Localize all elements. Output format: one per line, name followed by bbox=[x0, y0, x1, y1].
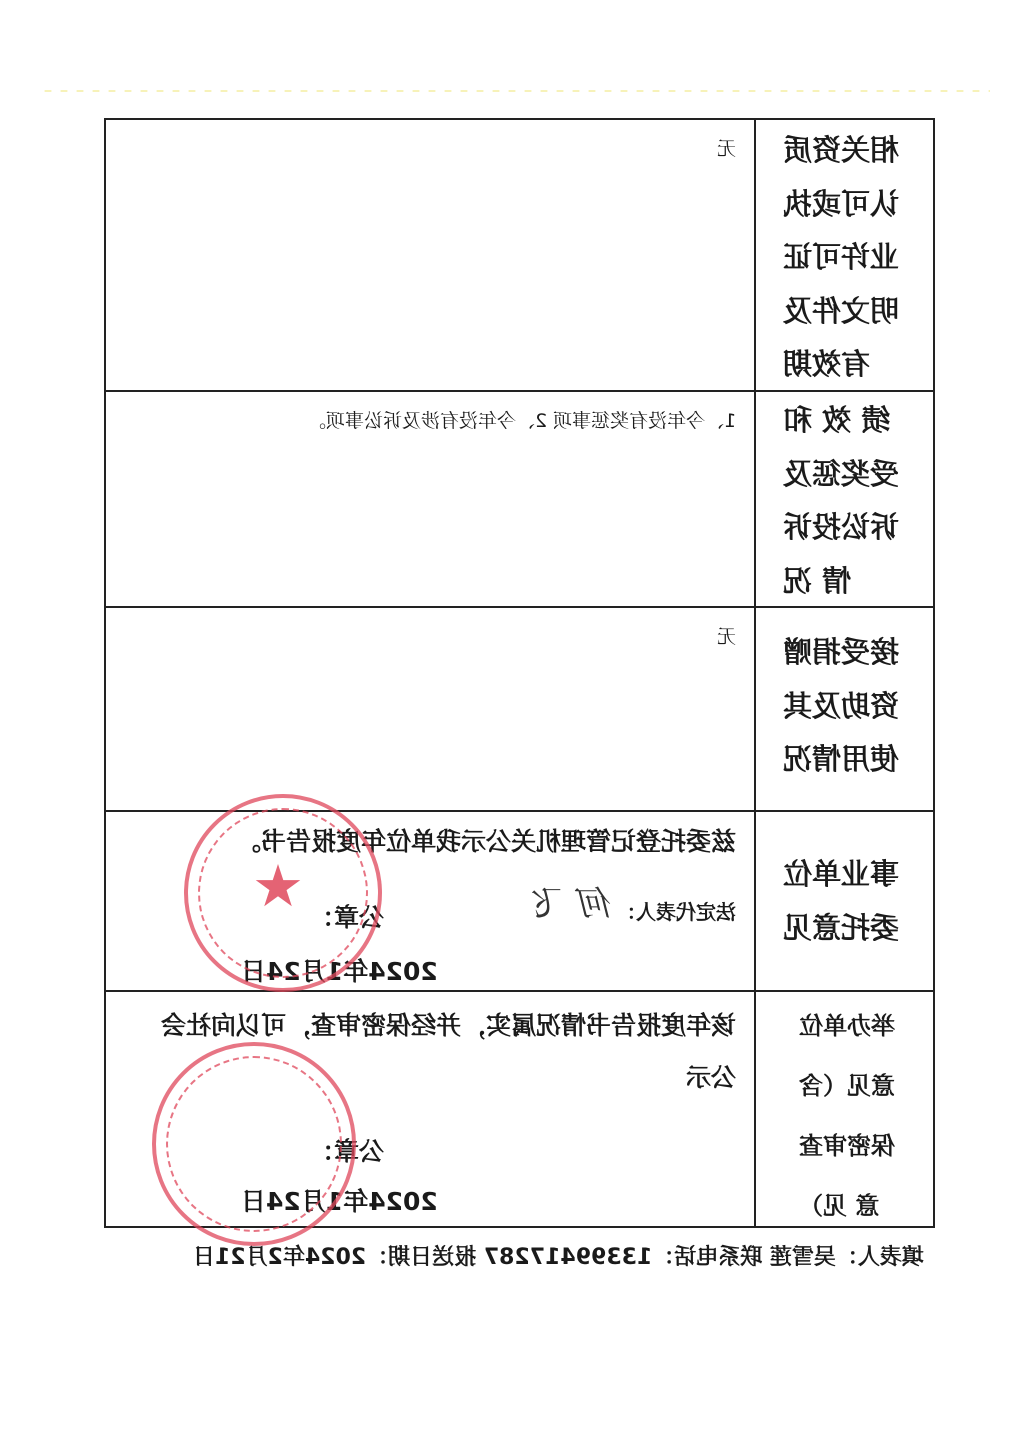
form-footer: 填表人：吴雪莲 联系电话：13399417287 报送日期：2024年2月21日 bbox=[193, 1245, 924, 1270]
scan-artifact-dots bbox=[40, 90, 990, 92]
row-sponsor-opinion bbox=[105, 991, 934, 1227]
entrustment-content-cell bbox=[105, 811, 755, 991]
row-qualifications bbox=[105, 119, 934, 391]
sponsor-label: 举办单位 意见（含 保密审查 意 见） bbox=[799, 1012, 895, 1220]
qualifications-content: 无 bbox=[716, 138, 736, 160]
performance-content: 1、今年没有奖惩事项 2、今年没有涉及诉讼事项。 bbox=[306, 410, 736, 432]
entrustment-statement: 兹委托登记管理机关公示我单位年度报告书。 bbox=[235, 827, 736, 856]
annual-report-form-table bbox=[104, 118, 935, 1228]
legal-rep-label: 法定代表人： bbox=[616, 900, 736, 924]
row-performance bbox=[105, 391, 934, 607]
row-entrustment bbox=[105, 811, 934, 991]
row-donations bbox=[105, 607, 934, 811]
sponsor-label-cell bbox=[755, 991, 934, 1227]
sponsor-statement-line1: 该年度报告书情况属实，并经保密审查，可以向社会 bbox=[160, 1011, 736, 1040]
sponsor-seal-label: 公章： bbox=[308, 1137, 384, 1166]
entrustment-date: 2024年1月24日 bbox=[241, 957, 438, 986]
entrustment-seal-label: 公章： bbox=[308, 903, 384, 932]
donations-content-cell bbox=[105, 607, 755, 811]
performance-content-cell bbox=[105, 391, 755, 607]
donations-content: 无 bbox=[716, 626, 736, 648]
legal-rep-signature: 何 飞 bbox=[535, 884, 614, 924]
seal-star-icon: ★ bbox=[252, 852, 304, 920]
sponsor-date: 2024年1月24日 bbox=[241, 1187, 438, 1216]
qualifications-label-cell bbox=[755, 119, 934, 391]
qualifications-content-cell bbox=[105, 119, 755, 391]
sponsor-content-cell bbox=[105, 991, 755, 1227]
entrustment-label-cell bbox=[755, 811, 934, 991]
performance-label: 绩 效 和 受奖惩及 诉讼投诉 情 况 bbox=[782, 403, 899, 598]
sponsor-statement-line2: 公示 bbox=[685, 1063, 736, 1092]
qualifications-label: 相关资质 认可或执 业许可证 明文件及 有效期 bbox=[782, 133, 899, 381]
donations-label-cell bbox=[755, 607, 934, 811]
donations-label: 接受捐赠 资助及其 使用情况 bbox=[782, 635, 899, 776]
entrustment-label: 事业单位 委托意见 bbox=[782, 857, 899, 945]
performance-label-cell bbox=[755, 391, 934, 607]
